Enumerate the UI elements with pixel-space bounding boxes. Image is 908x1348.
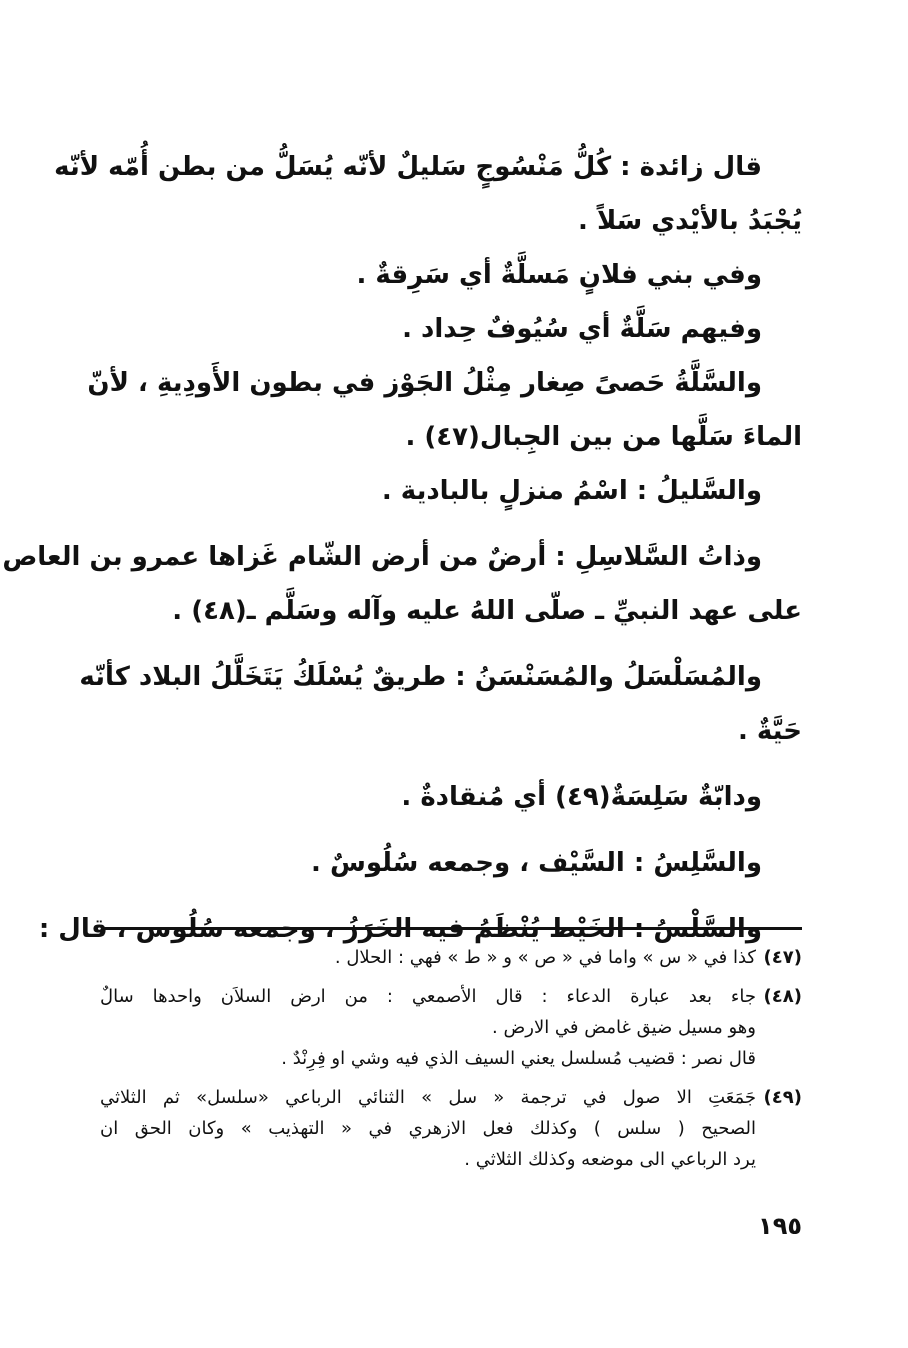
text-line: قال زائدة : كُلُّ مَنْسُوجٍ سَليلٌ لأنّه يُسَلُّ من بطن أُمّه لأنّه — [54, 152, 762, 182]
page-number: ١٩٥ — [758, 1212, 802, 1240]
text-line: وفيهم سَلَّةٌ أي سُيُوفٌ حِداد . — [402, 314, 762, 344]
text-line: ودابّةٌ سَلِسَةٌ(٤٩) أي مُنقادةٌ . — [401, 782, 762, 812]
paragraph-gap — [100, 824, 802, 836]
footnote-line: وهو مسيل ضيق غامض في الارض . — [492, 1017, 756, 1038]
text-line: والمُسَلْسَلُ والمُسَنْسَنُ : طريقٌ يُسْلَكُ يَتَخَلَّلُ البلاد كأنّه — [79, 662, 762, 692]
text-line: الماءَ سَلَّها من بين الجِبال(٤٧) . — [405, 422, 802, 452]
footnote-body — [100, 1082, 756, 1175]
footnote-line: جاء بعد عبارة الدعاء : قال الأصمعي : من ارض السلاَن واحدها سالٌ — [100, 986, 756, 1007]
text-line: على عهد النبيِّ ـ صلّى اللهُ عليه وآله وسَلَّم ـ(٤٨) . — [172, 596, 802, 626]
footnote-body — [100, 942, 756, 973]
paragraph-gap — [100, 890, 802, 902]
footnote-line: جَمَعَتِ الا صول في ترجمة « سل » الثنائي الرباعي «سلسل» ثم الثلاثي — [100, 1087, 756, 1108]
text-line: يُجْبَدُ بالأيْدي سَلاً . — [578, 206, 802, 236]
footnote-line: الصحيح ( سلس ) وكذلك فعل الازهري في « التهذيب » وكان الحق ان — [100, 1118, 756, 1139]
footnote-body — [100, 981, 756, 1074]
footnote-number: (٤٨) — [763, 986, 802, 1007]
footnote-number: (٤٧) — [763, 947, 802, 968]
footnote-48 — [100, 981, 802, 1074]
footnote-47 — [100, 942, 802, 973]
footnote-49 — [100, 1082, 802, 1175]
text-line: والسَّلِسُ : السَّيْف ، وجمعه سُلُوسٌ . — [311, 848, 762, 878]
text-line: والسَّليلُ : اسْمُ منزلٍ بالبادية . — [381, 476, 762, 506]
text-line: والسَّلْسُ : الخَيْط يُنْظَمُ فيه الخَرَزُ ، وجمعه سُلُوس ، قال : — [38, 914, 762, 944]
text-line: حَيَّةٌ . — [737, 716, 802, 746]
footnote-number: (٤٩) — [763, 1087, 802, 1108]
footnote-line: يرد الرباعي الى موضعه وكذلك الثلاثي . — [464, 1149, 756, 1170]
main-text — [2, 140, 802, 956]
footnotes — [100, 942, 802, 1183]
paragraph-gap — [100, 758, 802, 770]
paragraph-gap — [100, 518, 802, 530]
footnote-separator — [104, 927, 802, 930]
text-line: وفي بني فلانٍ مَسلَّةٌ أي سَرِقةٌ . — [356, 260, 762, 290]
text-line: والسَّلَّةُ حَصىً صِغار مِثْلُ الجَوْز في بطون الأَودِيةِ ، لأنّ — [87, 368, 762, 398]
text-line: وذاتُ السَّلاسِلِ : أرضٌ من أرض الشّام غَزاها عمرو بن العاص — [2, 542, 762, 572]
paragraph-gap — [100, 638, 802, 650]
footnote-line: قال نصر : قضيب مُسلسل يعني السيف الذي فيه وشي او فِرِنْدٌ . — [281, 1048, 756, 1069]
footnote-line: كذا في « س » واما في « ص » و « ط » فهي : الحلال . — [334, 947, 756, 968]
